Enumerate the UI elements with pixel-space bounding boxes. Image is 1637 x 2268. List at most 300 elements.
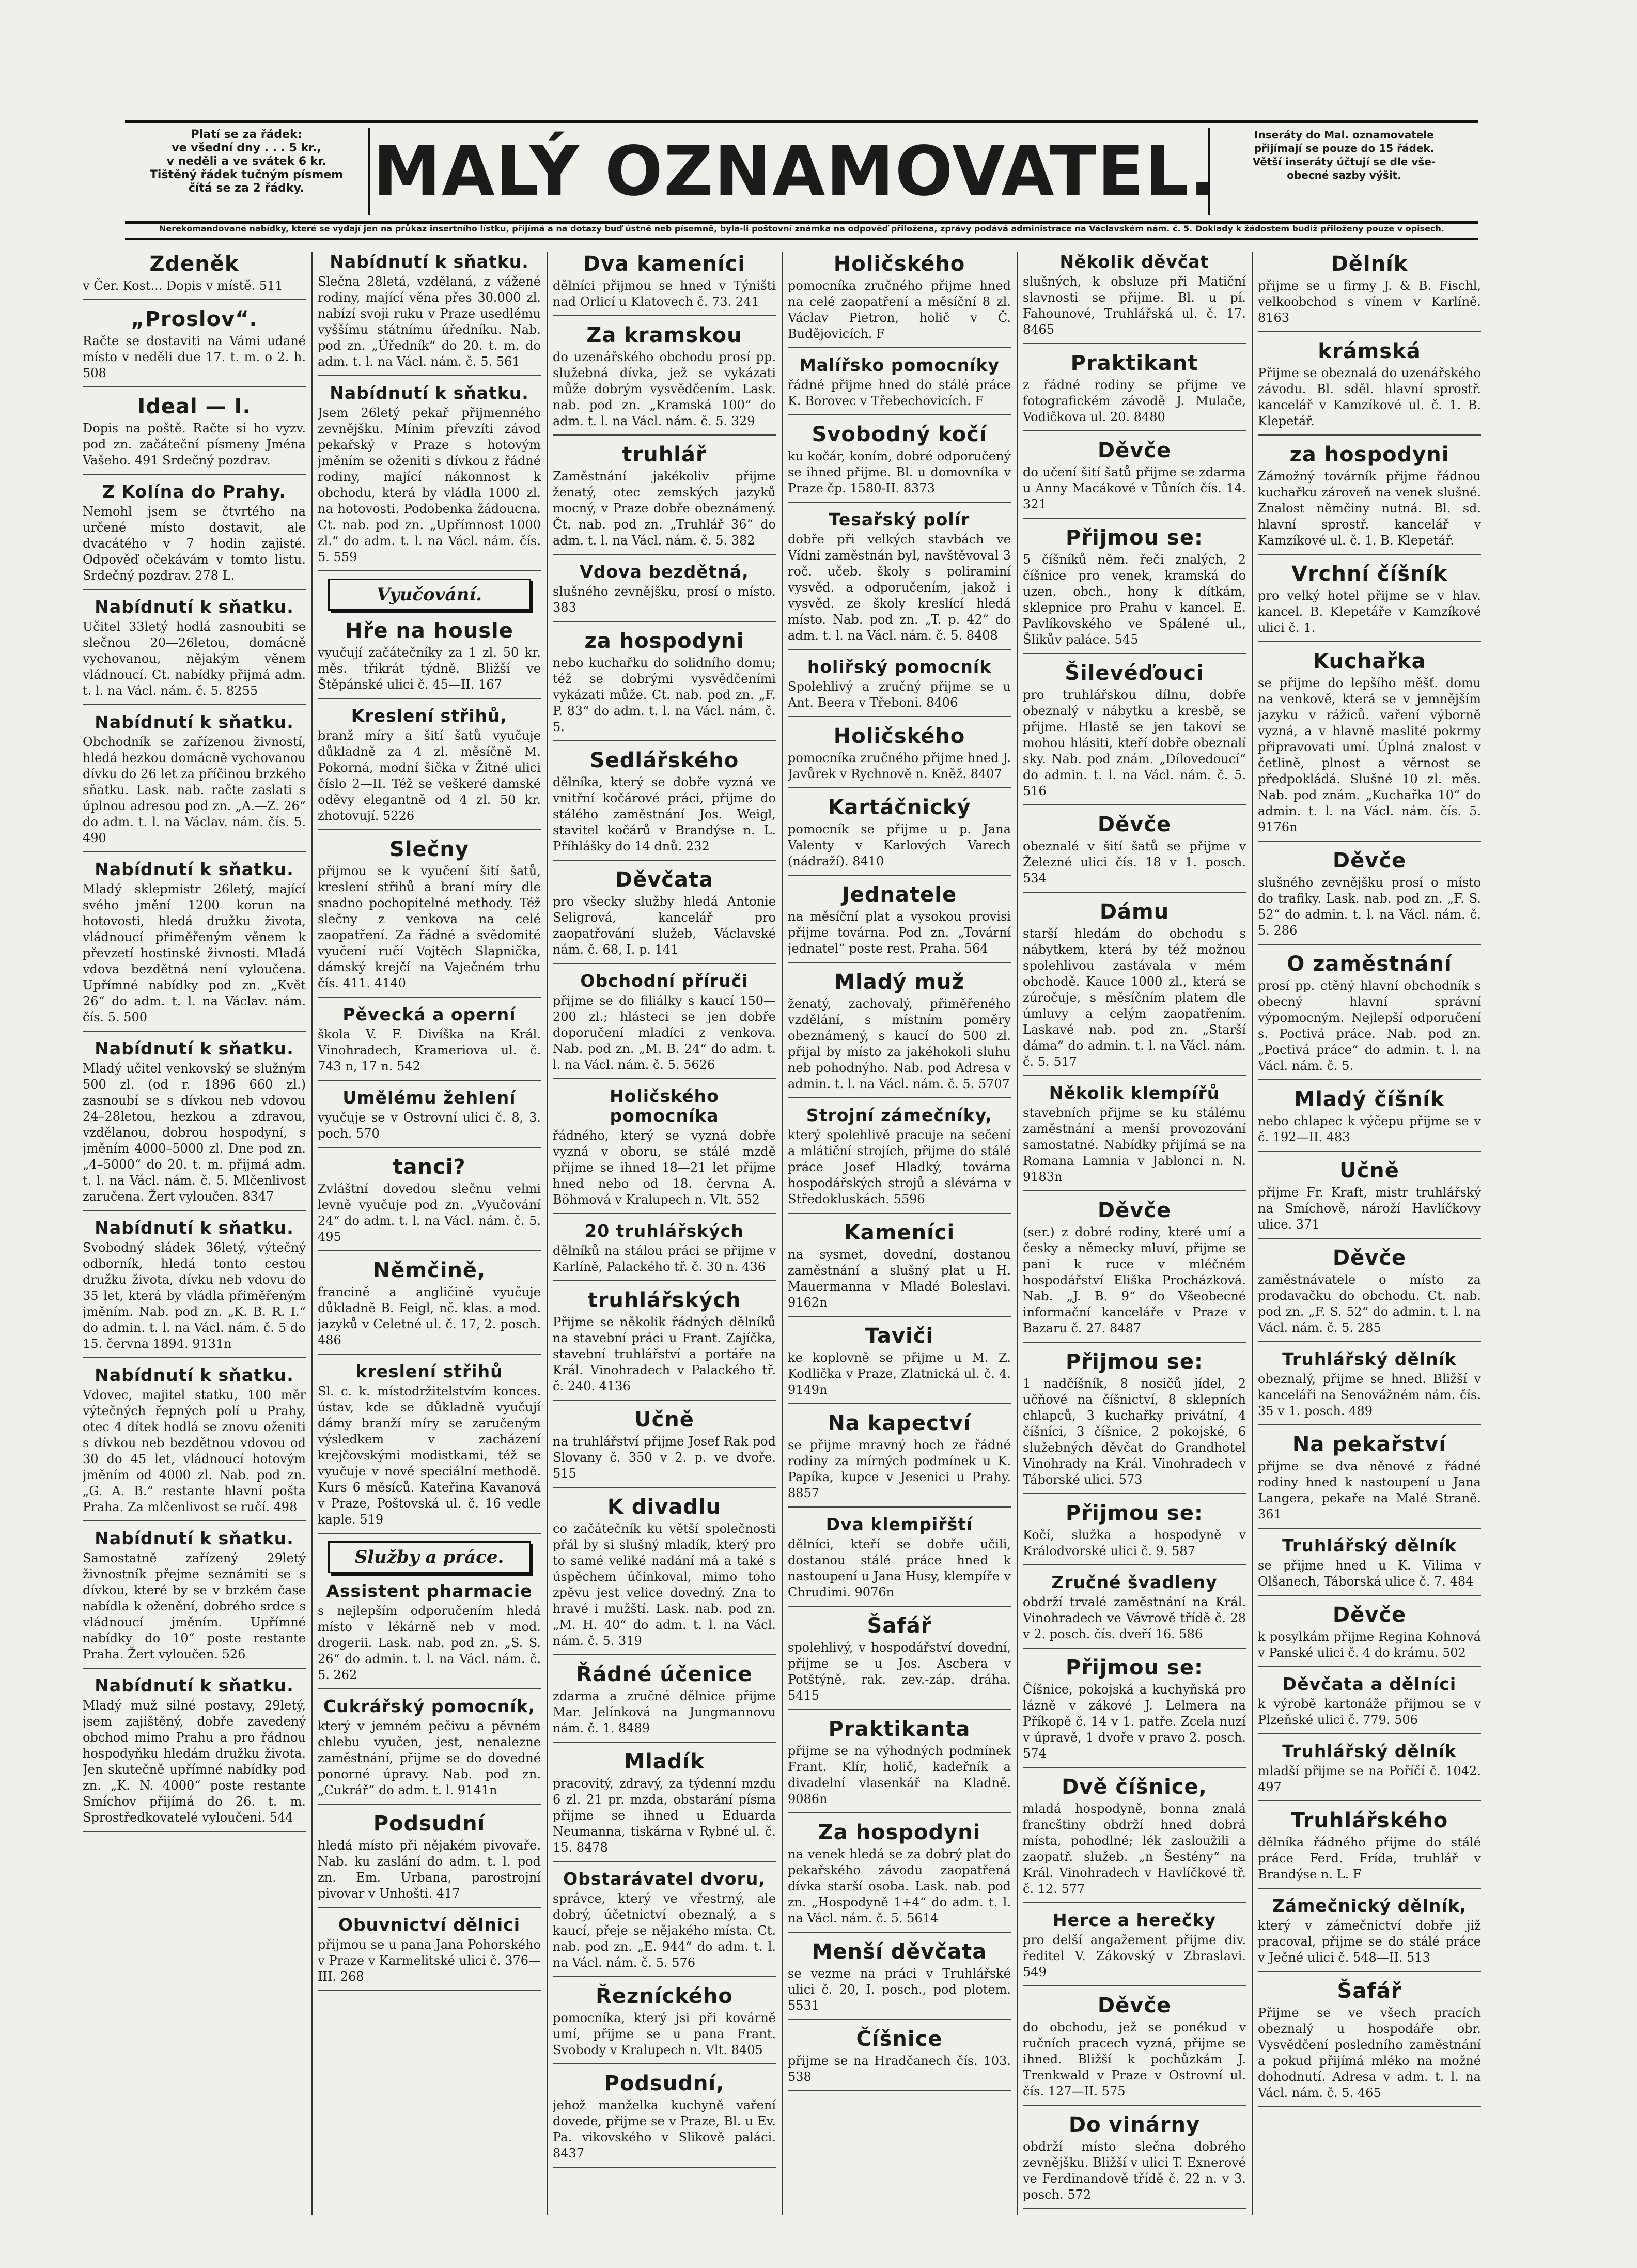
ad-body: dobře při velkých stavbách ve Vídni zaměstnán byl, navštěvoval 3 roč. učeb. školy s poliraminí vysvěd. a odporučením, jakož i vysvěd. ze školy kreslící hledá místo. Nab. pod zn. „T. p. 42“ do adm. t. l. na Václ. nám. č. 5. 8408 (788, 532, 1011, 643)
ad-title: Nabídnutí k sňatku. (95, 1528, 294, 1548)
ad-body: s nejlepším odporučením hledá místo v lékárně neb v mod. drogerii. Lask. nab. pod zn. „S. S. 26“ do admin. t. l. na Václ. nám. č. 5. 262 (318, 1604, 541, 1682)
ad-body: nebo chlapec k výčepu přijme se v č. 192—II. 483 (1258, 1114, 1481, 1144)
ad-title: za hospodyni (1289, 443, 1449, 467)
ad-body: v Čer. Kost... Dopis v místě. 511 (83, 278, 283, 293)
classified-ad (318, 619, 541, 699)
ad-body: ženatý, zachovalý, přiměřeného vzdělání, s místním poměry obeznámený, s kaucí do 500 zl. přijal by místo za jakéhokoli sluhu neb pohodnýho. Nab. pod Adresa v admin. t. l. na Václ. nám. č. 5. 5707 (788, 997, 1011, 1091)
ad-title: Do vinárny (1068, 2113, 1201, 2137)
ad-title: Nabídnutí k sňatku. (330, 252, 529, 272)
ad-title: Hře na housle (345, 619, 513, 643)
classified-ad (788, 252, 1011, 348)
rates-line: Platí se za řádek: (191, 128, 302, 141)
ad-title: Dvě číšnice, (1062, 1775, 1207, 1799)
ad-title: Děvče (1097, 1994, 1172, 2017)
ad-title: Tesařský polír (829, 509, 970, 530)
column-rule (1252, 252, 1253, 2215)
classified-ad (1258, 562, 1481, 642)
ad-body: Dopis na poště. Račte si ho vyzv. pod zn. začáteční písmeny Jména Vašeho. 491 Srdečný pozdrav. (83, 421, 306, 468)
ad-body: obeznalý, přijme se hned. Bližší v kanceláři na Senovážném nám. čís. 35 v 1. posch. 489 (1258, 1372, 1481, 1418)
section-heading: Vyučování. (328, 579, 531, 611)
column-6 (1258, 252, 1481, 2215)
ad-body: který v jemném pečivu a pěvném chlebu vyučen, jest, nenalezne zaměstnání, přijme se do dovedné ponorné úpravy. Nab. pod zn. „Cukrář“ do adm. t. l. 9141n (318, 1719, 541, 1797)
ad-title: Šafář (867, 1614, 932, 1638)
ad-body: přijme se do filiálky s kaucí 150—200 zl.; hlásteci se jen dobře doporučení mladíci z venkova. Nab. pod zn. „M. B. 24“ do adm. t. l. na Václ. nám. č. 5. 5626 (553, 993, 776, 1072)
ad-title: Mladík (624, 1750, 705, 1774)
ad-body: se přijme hned u K. Vilima v Olšanech, Táborská ulice č. 7. 484 (1258, 1558, 1481, 1589)
ad-title: za hospodyni (584, 629, 744, 653)
ad-title: Slečny (389, 837, 469, 861)
ad-title: K divadlu (607, 1495, 722, 1519)
ad-title: Přijmou se: (1066, 1350, 1203, 1374)
page-title: MALÝ OZNAMOVATEL. (373, 132, 1217, 211)
ad-title: Holičského pomocníka (610, 1086, 719, 1126)
classified-ad (1258, 1433, 1481, 1529)
classified-ad (553, 443, 776, 555)
classified-ad (318, 1005, 541, 1081)
ad-body: Sl. c. k. místodržitelstvím konces. ústav, kde se důkladně vyučují dámy branží míry se zaručeným výsledkem v zacházení krejčovskými modistkami, též se vyučuje v nové speciální methodě. Kurs 6 měsíců. Kateřina Kavanová v Praze, Poštovská ul. č. 16 vedle kaple. 519 (318, 1384, 541, 1527)
classified-ad (553, 1984, 776, 2064)
ad-body: pro všecky služby hledá Antonie Seligrová, kancelář pro zaopatřování služeb, Václavské nám. č. 68, I. p. 141 (553, 894, 776, 957)
ad-title: Zdeněk (149, 252, 239, 276)
rates-line: ve všední dny . . . 5 kr., (172, 142, 321, 154)
ad-body: Spolehlivý a zručný přijme se u Ant. Beera v Třeboni. 8406 (788, 679, 1011, 710)
masthead-header (125, 120, 1478, 224)
classified-ad (1258, 339, 1481, 436)
ad-title: Na kapectví (828, 1411, 971, 1435)
classified-ad (1258, 443, 1481, 555)
classified-ad (788, 355, 1011, 415)
classified-ad (1023, 661, 1246, 805)
ad-title: Cukrářský pomocník, (323, 1696, 536, 1716)
classified-ad (553, 1495, 776, 1655)
ad-title: Pěvecká a operní (342, 1004, 516, 1024)
ad-title: kreslení střihů (355, 1361, 503, 1381)
classified-ad (1023, 439, 1246, 519)
classified-ad (788, 1940, 1011, 2020)
classified-ad (83, 597, 306, 705)
ad-body: ku kočár, koním, dobré odporučený se ihned přijme. Bl. u domovníka v Praze čp. 1580-II. 8373 (788, 449, 1011, 495)
ad-body: Slečna 28letá, vzdělaná, z vážené rodiny, mající věna přes 30.000 zl. nabízí svoji ruku v Praze usedlému vyššímu státnímu úředníku. Nab. pod zn. „Úředník“ do 20. t. m. do adm. t. l. na Václ. nám. č. 5. 561 (318, 274, 541, 369)
classified-ad (553, 1869, 776, 1977)
ad-body: přijmou se k vyučení šití šatů, kreslení střihů a braní míry dle snadno pochopitelné methody. Též slečny z venkova na celé zaopatření. Za řádné a svědomité vyučení ručí Vojtěch Slapnička, dámský krejčí na Vaječném trhu čís. 411. 4140 (318, 864, 541, 990)
ad-title: Dva kameníci (583, 252, 746, 276)
classified-ad (1023, 1573, 1246, 1649)
ad-body: který spolehlivě pracuje na sečení a mlátiční strojích, přijme do stálé práce Josef Hladký, továrna hospodářských strojů a slévárna v Středokluskách. 5596 (788, 1128, 1011, 1206)
ad-body: zdarma a zručné dělnice přijme Mar. Jelínková na Jungmannovu nám. č. 1. 8489 (553, 1689, 776, 1735)
ad-body: obeznalé v šití šatů se přijme v Železné ulici čís. 18 v 1. posch. 534 (1023, 839, 1246, 886)
ad-title: Šafář (1337, 1979, 1402, 2003)
ad-body: pomocníka, který jsi při kovárně umí, přijme se u pana Frant. Svobody v Kralupech n. Vlt. 8405 (553, 2011, 776, 2057)
ad-body: na truhlářství přijme Josef Rak pod Slovany č. 350 v 2. p. ve dvoře. 515 (553, 1434, 776, 1481)
ad-title: Zručné švadleny (1051, 1572, 1218, 1592)
ad-title: Vdova bezdětná, (580, 562, 749, 582)
administration-notice: Nerekomandované nabídky, které se vydají jen na průkaz insertního lístku, přijímá a na dotazy buď ústně neb písemně, byla-li poštovní známka na odpověď přiložena, zprávy podává administrace na Václavském nám. č. 5. Doklady k žádostem budiž přiloženy pouze v opisech. (125, 223, 1478, 240)
ad-body: Přijme se obeznalá do uzenářského závodu. Bl. sděl. hlavní sprostř. kancelář v Kamzíkové ul. č. 1. B. Klepetář. (1258, 366, 1481, 428)
ad-body: přijme se u firmy J. & B. Fischl, velkoobchod s vínem v Karlíně. 8163 (1258, 278, 1481, 325)
classified-ad (788, 1614, 1011, 1710)
ad-body: škola V. F. Divíška na Král. Vinohradech, Krameriova ul. č. 743 n, 17 n. 542 (318, 1027, 541, 1074)
ad-body: Učitel 33letý hodlá zasnoubiti se slečnou 20—26letou, domácně vychovanou, nějakým věnem vládnoucí. Ct. nabídky přijmá adm. t. l. na Václ. nám. č. 5. 8255 (83, 619, 306, 698)
ad-body: nebo kuchařku do solidního domu; též se dobrými vysvědčeními vykázati může. Ct. nab. pod zn. „F. P. 83“ do adm. t. l. na Václ. nám. č. 5. (553, 656, 776, 734)
ad-body: se vezme na práci v Truhlářské ulici č. 20, I. posch., pod plotem. 5531 (788, 1966, 1011, 2013)
ad-title: Němčině, (372, 1259, 486, 1282)
ad-body: slušných, k obsluze při Matiční slavnosti se přijme. Bl. u pí. Fahounové, Truhlářská ul. č. 17. 8465 (1023, 274, 1246, 337)
classified-ad (83, 860, 306, 1032)
classified-ad (553, 1408, 776, 1488)
classified-ad (788, 1515, 1011, 1607)
classified-ad (1258, 1159, 1481, 1239)
rules-box (1208, 128, 1478, 215)
ad-title: Řezníckého (596, 1984, 733, 2008)
ad-body: pracovitý, zdravý, za týdenní mzdu 6 zl. 21 pr. mzda, obstarání písma přijme se ihned u Eduarda Neumanna, tiskárna v Rybné ul. č. 15. 8478 (553, 1776, 776, 1855)
classified-ad (553, 1221, 776, 1281)
ad-title: Ideal — I. (137, 395, 251, 418)
classified-ad (788, 1411, 1011, 1508)
ad-title: Assistent pharmacie (326, 1581, 533, 1601)
ad-title: Truhlářský dělník (1282, 1535, 1457, 1556)
ad-body: pro truhlářskou dílnu, dobře obeznalý v nábytku a kresbě, se přijme. Hlastě se jen takoví se mohou hlásiti, kteří dobře obeznalí sky. Nab. pod znám. „Dílovedoucí“ do admin. t. l. na Václ. nám. č. 5. 516 (1023, 688, 1246, 798)
ad-title: Praktikant (1070, 351, 1198, 375)
classified-ad (788, 724, 1011, 788)
classified-ad (553, 1750, 776, 1862)
column-rule (782, 252, 783, 2215)
ad-title: Přijmou se: (1066, 1501, 1203, 1525)
ad-body: přijme Fr. Kraft, mistr truhlářský na Smíchově, nároží Havlíčkovy ulice. 371 (1258, 1185, 1481, 1232)
classified-ad (83, 1218, 306, 1358)
classified-ad (83, 482, 306, 590)
classified-ad (788, 1717, 1011, 1813)
classified-ad (1023, 2113, 1246, 2209)
classified-ad (553, 323, 776, 436)
classified-ad (788, 796, 1011, 876)
classified-ad (1258, 252, 1481, 332)
ad-title: Děvče (1097, 1199, 1172, 1222)
ad-body: Svobodný sládek 36letý, výtečný odborník, hledá tonto cestou družku života, dívku neb vdovu do 35 let, která by vládla přiměřeným jměním. Nab. pod zn. „K. B. R. I.“ do admin. t. l. na Václ. nám. č. 5 do 15. června 1894. 9131n (83, 1240, 306, 1351)
ad-title: Děvčata (615, 868, 714, 892)
classified-ad (318, 1697, 541, 1805)
classified-ad (1023, 1350, 1246, 1494)
ad-title: Děvče (1097, 813, 1172, 836)
classified-ad (553, 629, 776, 741)
ad-title: Na pekařství (1292, 1433, 1447, 1456)
column-rule (547, 252, 548, 2215)
ad-body: z řádné rodiny se přijme ve fotografickém závodě J. Mulače, Vodičkova ul. 20. 8480 (1023, 378, 1246, 424)
column-4 (788, 252, 1011, 2215)
classified-ad (1258, 1088, 1481, 1152)
ad-title: Zámečnický dělník, (1272, 1896, 1467, 1916)
ad-body: přijmou se u pana Jana Pohorského v Praze v Karmelitské ulici č. 376—III. 268 (318, 1937, 541, 1984)
classified-ad (1023, 526, 1246, 654)
ad-title: Praktikanta (828, 1717, 971, 1741)
ad-body: 5 číšníků něm. řeči znalých, 2 číšnice pro venek, kramská do uzen. obch., hony k dítkám, sklepnice pro Prahu v kancel. E. Pavlíkovského ve Spálené ul., Šlikův paláce. 545 (1023, 552, 1246, 647)
classified-ad (318, 1259, 541, 1355)
ad-title: Jednatele (841, 883, 957, 907)
classified-ad (1258, 1809, 1481, 1889)
classified-ad (1258, 1246, 1481, 1342)
classified-ad (318, 1155, 541, 1251)
rates-line: v neděli a ve svátek 6 kr. (166, 155, 326, 168)
column-1 (83, 252, 306, 2215)
ad-body: Račte se dostaviti na Vámi udané místo v neděli due 17. t. m. o 2. h. 508 (83, 334, 306, 380)
ad-title: Děvčata a dělníci (1282, 1674, 1457, 1694)
classified-ad (1258, 1979, 1481, 2107)
classified-ad (1023, 813, 1246, 893)
ad-title: Děvče (1332, 849, 1407, 873)
ad-body: branž míry a šití šatů vyučuje důkladně za 4 zl. měsíčně M. Pokorná, modní šička v Žitné ulici číslo 2—II. Též se veškeré damské oděvy elegantně od 4 zl. 50 kr. zhotovují. 5226 (318, 728, 541, 823)
ad-body: dělníka řádného přijme do stálé práce Ferd. Frída, truhlář v Brandýse n. L. F (1258, 1835, 1481, 1882)
classified-ad (1258, 649, 1481, 842)
ad-body: slušného zevnějšku prosí o místo do trafiky. Lask. nab. pod zn. „F. S. 52“ do admin. t. l. na Václ. nám. č. 5. 286 (1258, 875, 1481, 938)
ad-title: Mladý číšník (1294, 1088, 1445, 1111)
classified-ad (1023, 1083, 1246, 1191)
ad-body: se přijme mravný hoch ze řádné rodiny za mírných podmínek u K. Papíka, kupce v Jesenici u Prahy. 8857 (788, 1438, 1011, 1500)
ad-body: pomocníka zručného přijme hned J. Javůrek v Rychnově n. Kněž. 8407 (788, 751, 1011, 781)
classified-ad (1023, 900, 1246, 1076)
ad-body: dělníci, kteří se dobře učili, dostanou stálé práce hned k nastoupení u Jana Husy, klempíře v Chrudimi. 9076n (788, 1537, 1011, 1599)
ad-body: zaměstnávatele o místo za prodavačku do obchodu. Ct. nab. pod zn. „F. S. 52“ do admin. t. l. na Václ. nám. č. 5. 285 (1258, 1272, 1481, 1335)
ad-title: Učně (634, 1408, 694, 1432)
ad-body: na venek hledá se za dobrý plat do pekařského závodu zaopatřená dívka starší osoba. Lask. nab. pod zn. „Hospodyně 1+4“ do adm. t. l. na Václ. nám. č. 5. 5614 (788, 1847, 1011, 1925)
ad-title: Holičského (833, 724, 965, 748)
classified-ad (318, 706, 541, 830)
rates-line: Tištěný řádek tučným písmem (149, 168, 344, 181)
ad-title: Podsudní (373, 1812, 486, 1836)
ad-title: Kartáčnický (828, 796, 971, 819)
ad-body: přijme se na Hradčanech čís. 103. 538 (788, 2054, 1011, 2084)
ad-body: dělníci přijmou se hned v Týništi nad Orlicí u Klatovech č. 73. 241 (553, 278, 776, 309)
ad-body: dělníků na stálou práci se přijme v Karlíně, Palackého tř. č. 30 n. 436 (553, 1244, 776, 1274)
ad-body: na sysmet, dovední, dostanou zaměstnání a slušný plat u H. Mauermanna v Mladé Boleslavi. 9162n (788, 1247, 1011, 1310)
classified-ad (788, 2027, 1011, 2091)
ad-body: do učení šití šatů přijme se zdarma u Anny Macákové v Tůních čís. 14. 321 (1023, 465, 1246, 511)
rules-line: přijímají se pouze do 15 řádek. (1254, 142, 1435, 154)
ad-body: řádné přijme hned do stálé práce K. Borovec v Třebechovicích. F (788, 378, 1011, 408)
ad-body: dělníka, který se dobře vyzná ve vnitřní kočárové práci, přijme do stálého zaměstnání Jos. Weigl, stavitel kočárů v Brandýse n. L. Příhlášky do 14 dnů. 232 (553, 775, 776, 853)
ad-body: pomocníka zručného přijme hned na celé zaopatření a měsíční 8 zl. Václav Pietron, holič v Č. Budějovicích. F (788, 278, 1011, 341)
column-3 (553, 252, 776, 2215)
classified-ad (788, 1221, 1011, 1317)
column-2 (318, 252, 541, 2215)
ad-body: Zaměstnání jakékoliv přijme ženatý, otec zemských jazyků mocný, v Praze dobře obeznámený. Čt. nab. pod zn. „Truhlář 36“ do adm. t. l. na Václ. nám. č. 5. 382 (553, 469, 776, 548)
classified-ad (1258, 1896, 1481, 1972)
ad-body: do uzenářského obchodu prosí pp. služebná dívka, jež se vykázati může dobrým vysvědčením. Lask. nab. pod zn. „Kramská 100“ do adm. t. l. na Václ. nám. č. 5. 329 (553, 350, 776, 428)
ad-title: Z Kolína do Prahy. (102, 481, 286, 502)
ad-title: Učně (1339, 1159, 1399, 1183)
ad-title: 20 truhlářských (585, 1221, 744, 1241)
classified-ad (83, 252, 306, 300)
ad-title: Malířsko pomocníky (799, 355, 1000, 375)
ad-title: Nabídnutí k sňatku. (95, 597, 294, 617)
ad-title: Nabídnutí k sňatku. (95, 1365, 294, 1385)
ad-title: Umělému žehlení (342, 1088, 516, 1108)
ad-body: Samostatně zařízený 29letý živnostník přejme seznámiti se s dívkou, které by se v brzkém čase nabídla k oženění, dobrého srdce s vládnoucí jměním. Upřímné nabídky do 10“ poste restante Praha. Žert vyloučen. 526 (83, 1551, 306, 1661)
classified-ad (553, 1663, 776, 1743)
classified-ad (788, 1106, 1011, 1214)
classified-ad (1023, 1656, 1246, 1768)
ad-body: stavebních přijme se ku stálému zaměstnání a menší provozování samostatné. Nabídky přijímá se na Romana Lamnia v Jablonci n. N. 9183n (1023, 1106, 1246, 1184)
ad-body: Nemohl jsem se čtvrtého na určené místo dostavit, ale dvacátého v 7 hodin zajisté. Odpověď očekávám v tomto listu. Srdečný pozdrav. 278 L. (83, 504, 306, 583)
ad-body: hledá místo při nějakém pivovaře. Nab. ku zaslání do adm. t. l. pod zn. Em. Urbana, parostrojní pivovar v Unhošti. 417 (318, 1838, 541, 1901)
ad-title: O zaměstnání (1287, 952, 1452, 976)
classified-ad (1258, 1674, 1481, 1734)
ad-title: Šilevéďouci (1065, 661, 1204, 685)
ad-title: „Proslov“. (131, 307, 258, 331)
ad-title: Mladý muž (834, 970, 964, 994)
ad-body: řádného, který se vyzná dobře vyzná v oboru, se stálé mzdě přijme se ihned 18—21 let přijme hned nebo od 18. června A. Böhmová v Kralupech n. Vlt. 552 (553, 1128, 776, 1207)
classified-ad (788, 883, 1011, 963)
classified-ad (788, 970, 1011, 1098)
ad-body: jehož manželka kuchyně vaření dovede, přijme se v Praze, Bl. u Ev. Pa. vikovského v Slikově paláci. 8437 (553, 2098, 776, 2161)
classified-ad (318, 1915, 541, 1991)
ad-body: 1 nadčíšník, 8 nosičů jídel, 2 učňové na číšnictví, 8 sklepních chlapců, 3 kuchařky privátní, 4 číšníci, 3 číšnice, 2 pokojské, 6 služebných děvčat do Grandhotel Vinohrady na Král. Vinohradech v Táborské ulici. 573 (1023, 1376, 1246, 1487)
ad-body: Přijme se několik řádných dělníků na stavební práci u Frant. Zajíčka, stavební truhlářství a portáře na Král. Vinohradech v Palackého tř. č. 240. 4136 (553, 1315, 776, 1393)
rules-line: obecné sazby výšit. (1287, 169, 1401, 181)
rules-line: Inseráty do Mal. oznamovatele (1254, 129, 1434, 141)
rules-line: Větší inseráty účtují se dle vše- (1252, 156, 1436, 168)
ad-columns (83, 252, 1481, 2215)
ad-body: pro velký hotel přijme se v hlav. kancel. B. Klepetáře v Kamzíkové ulici č. 1. (1258, 588, 1481, 635)
ad-body: (ser.) z dobré rodiny, které umí a česky a německy mluví, přijme se pani k ruce v mléčném hospodářství Eliška Procházková. Nab. „J. B. 9“ do Všeobecné informační kanceláře v Praze v Bazaru č. 27. 8487 (1023, 1225, 1246, 1335)
ad-body: Mladý muž silné postavy, 29letý, jsem zajištěný, dobře zavedený obchod mimo Prahu a pro řádnou hospodyňku hledám družku života. Jen skutečně upřímné nabídky pod zn. „K. N. 4000“ poste restante Smíchov přijímá do 26. t. m. Sprostředkovatelé vyloučeni. 544 (83, 1698, 306, 1825)
classified-ad (788, 657, 1011, 717)
ad-title: Děvče (1332, 1246, 1407, 1270)
classified-ad (1258, 849, 1481, 945)
column-5 (1023, 252, 1246, 2215)
ad-title: Podsudní, (604, 2072, 725, 2095)
classified-ad (1023, 1910, 1246, 1986)
ad-body: Zámožný továrník přijme řádnou kuchařku zároveň na venek slušné. Znalost němčiny nutná. Bl. sd. hlavní sprostř. kancelář v Kamzíkové ul. č. 1. B. Klepetář. (1258, 469, 1481, 548)
ad-body: na měsíční plat a vysokou provisi přijme továrna. Pod zn. „Tovární jednatel“ poste rest. Praha. 564 (788, 909, 1011, 956)
ad-title: Truhlářského (1290, 1809, 1448, 1832)
classified-ad (318, 1812, 541, 1908)
ad-title: Nabídnutí k sňatku. (95, 712, 294, 732)
column-rule (1017, 252, 1018, 2215)
ad-body: do obchodu, jež se ponékud v ručních pracech vyzná, přijme se ihned. Bližší k pochůzkám J. Trenkwald v Praze v Ostrovní ul. čís. 127—II. 575 (1023, 2020, 1246, 2099)
ad-title: Nabídnutí k sňatku. (95, 1675, 294, 1696)
classified-ad (1023, 351, 1246, 431)
ad-body: mladá hospodyně, bonna znalá francštiny obdrží hned dobrá místa, pohodlné; lék zasloužili a zaopatř. služeb. „n Šestény“ na Král. Vinohradech v Havlíčkové tř. č. 12. 577 (1023, 1801, 1246, 1896)
ad-title: tanci? (393, 1155, 466, 1179)
rates-box (125, 128, 370, 215)
ad-body: francině a angličině vyučuje důkladně B. Feigl, nč. klas. a mod. jazyků v Celetné ul. č. 17, 2. posch. 486 (318, 1285, 541, 1347)
ad-body: Kočí, služka a hospodyně v Králodvorské ulici č. 9. 587 (1023, 1528, 1246, 1558)
ad-title: Číšnice (856, 2027, 943, 2051)
ad-title: holiřský pomocník (807, 657, 992, 677)
ad-title: Nabídnutí k sňatku. (95, 1218, 294, 1238)
ad-title: Několik děvčat (1059, 252, 1209, 272)
classified-ad (318, 837, 541, 998)
ad-body: Obchodník se zařízenou živností, hledá hezkou domácně vychovanou dívku do 26 let za příčinou brzkého sňatku. Lask. nab. račte zaslati s úplnou adresou pod zn. „A.—Z. 26“ do adm. t. l. na Václav. nám. čís. 5. 490 (83, 735, 306, 845)
ad-body: obdrží trvalé zaměstnání na Král. Vinohradech ve Vávrově třídě č. 28 v 2. posch. čís. dveří 16. 586 (1023, 1595, 1246, 1641)
ad-title: truhlářských (587, 1288, 741, 1312)
ad-body: k výrobě kartonáže přijmou se v Plzeňské ulici č. 779. 506 (1258, 1697, 1481, 1727)
classified-ad (1258, 1536, 1481, 1596)
ad-body: Vdovec, majitel statku, 100 měr výtečných řepných polí u Prahy, otec 4 dítek hodlá se znovu oženiti s dívkou neb bezdětnou vdovou od 30 do 45 let, vládnoucí hotovým jměním od 4000 zl. Nab. pod zn. „G. A. B.“ restante hlavní pošta Praha. Za mlčenlivost se ručí. 498 (83, 1388, 306, 1514)
classified-ad (788, 423, 1011, 503)
classified-ad (83, 712, 306, 852)
ad-title: Sedlářského (589, 749, 739, 772)
ad-title: Nabídnutí k sňatku. (95, 859, 294, 879)
classified-ad (83, 1365, 306, 1521)
classified-ad (1258, 1603, 1481, 1667)
ad-body: který v zámečnictví dobře již pracoval, přijme se do stálé práce v Ječné ulici č. 548—II. 513 (1258, 1918, 1481, 1965)
ad-title: Obuvnictví dělnici (338, 1915, 521, 1935)
classified-ad (553, 2072, 776, 2168)
ad-title: krámská (1318, 339, 1421, 363)
ad-body: se přijme do lepšího měšť. domu na venkově, která se v jemnějším jazyku v rážiců. vaření výborně vyzná, a v hlavně maslité pokrmy připravovati umí. Úplná znalost v četlině, plnost a věrnost se předpokládá. Slušné 10 zl. měs. Nab. pod znám. „Kuchařka 10“ do admin. t. l. na Václ. nám. čís. 5. 9176n (1258, 676, 1481, 834)
ad-title: Děvče (1332, 1603, 1407, 1627)
ad-body: ke koplovně se přijme u M. Z. Kodlička v Praze, Zlatnická ul. č. 4. 9149n (788, 1350, 1011, 1397)
ad-body: slušného zevnějšku, prosí o místo. 383 (553, 584, 776, 615)
ad-body: Zvláštní dovedou slečnu velmi levně vyučuje pod zn. „Vyučování 24“ do adm. t. l. na Václ. nám. č. 5. 495 (318, 1182, 541, 1244)
ad-body: prosí pp. ctěný hlavní obchodník s obecný hlavní správní výpomocným. Nejlepší odporučení s. Poctivá práce. Nab. pod zn. „Poctivá práce“ do admin. t. l. na Václ. nám. č. 5. (1258, 978, 1481, 1073)
classified-ad (83, 395, 306, 475)
classified-ad (318, 1581, 541, 1689)
ad-title: Taviči (865, 1324, 934, 1348)
ad-body: Číšnice, pokojská a kuchyňská pro lázně v zákové J. Lelmera na Příkopě č. 14 v 1. patře. Zcela nuzí v úpravě, 1 dvoře v pravo 2. posch. 574 (1023, 1682, 1246, 1761)
classified-ad (1023, 252, 1246, 344)
classified-ad (553, 1288, 776, 1401)
ad-body: co začátečník ku větší společnosti přál by si slušný mladík, který pro to samé veliké nadání má a také s úspěchem účinkoval, mimo toho zpěvu jest velice dovedný. Zna to hravé i mužští. Lask. nab. pod zn. „M. H. 40“ do adm. t. l. na Václ. nám. č. 5. 319 (553, 1521, 776, 1648)
classified-ad (83, 1529, 306, 1669)
classified-ad (1023, 1199, 1246, 1343)
classified-ad (1023, 1501, 1246, 1565)
ad-title: Děvče (1097, 439, 1172, 462)
ad-title: Dva klempiřští (825, 1514, 973, 1534)
classified-ad (553, 1086, 776, 1214)
ad-body: pomocník se přijme u p. Jana Valenty v Karlových Varech (nádraží). 8410 (788, 822, 1011, 868)
ad-body: vyučují začátečníky za 1 zl. 50 kr. měs. třikrát týdně. Bližší ve Štěpánské ulici č. 45—II. 167 (318, 645, 541, 692)
rates-line: čítá se za 2 řádky. (188, 182, 305, 195)
ad-body: Přijme se ve všech pracích obeznalý u hospodáře obr. Vysvědčení posledního zaměstnání a pokud přijímá mléko na možné dohodnutí. Adresa v adm. t. l. na Václ. nám. č. 5. 465 (1258, 2006, 1481, 2100)
ad-title: Strojní zámečníky, (806, 1105, 993, 1125)
ad-title: Kreslení střihů, (351, 706, 508, 726)
classified-ad (553, 749, 776, 861)
classified-ad (318, 383, 541, 571)
classified-ad (788, 1324, 1011, 1404)
ad-title: Obstarávatel dvoru, (563, 1869, 766, 1889)
ad-body: přijme se na výhodných podmínek Frant. Klír, holič, kadeřník a divadelní vlasenkář na Kladně. 9086n (788, 1744, 1011, 1806)
classified-ad (318, 1088, 541, 1148)
ad-title: Kameníci (844, 1221, 955, 1245)
ad-title: Menší děvčata (812, 1940, 987, 1964)
ad-title: Holičského (833, 252, 965, 276)
ad-body: obdrží místo slečna dobrého zevnějšku. Bližší v ulici T. Exnerové ve Ferdinandově třídě č. 22 n. v 3. posch. 572 (1023, 2139, 1246, 2202)
ad-body: správce, který ve vřestrný, ale dobrý, účetnictví obeznalý, a s kaucí, přeje se nějakého místa. Ct. nab. pod zn. „E. 944“ do adm. t. l. na Václ. nám. č. 5. 576 (553, 1891, 776, 1970)
ad-title: Přijmou se: (1066, 526, 1203, 550)
classified-ad (553, 868, 776, 964)
classified-ad (83, 307, 306, 387)
classified-ad (1023, 1775, 1246, 1903)
classified-ad (83, 1676, 306, 1832)
ad-body: k posylkám přijme Regina Kohnová v Panské ulici č. 4 do krámu. 502 (1258, 1629, 1481, 1660)
ad-title: Truhlářský dělník (1282, 1349, 1457, 1369)
ad-title: Vrchní číšník (1291, 562, 1447, 586)
classified-ad (788, 510, 1011, 650)
ad-title: Herce a herečky (1052, 1910, 1216, 1930)
ad-body: Mladý učitel venkovský se služným 500 zl. (od r. 1896 660 zl.) zasnoubí se s dívkou neb vdovou 24–28letou, hezkou a zdravou, vzdělanou, dobrou hospodyní, s jměním 4000–5000 zl. Dne pod zn. „4–5000“ do 20. t. m. přijmá adm. t. l. na Václ. nám. č. 5. Mlčenlivost zaručena. Žert vyloučen. 8347 (83, 1061, 306, 1204)
classified-ad (318, 1362, 541, 1534)
classified-ad (318, 252, 541, 376)
ad-title: Dámu (1099, 900, 1170, 924)
ad-title: Nabídnutí k sňatku. (95, 1038, 294, 1059)
ad-title: Několik klempířů (1049, 1083, 1220, 1103)
ad-body: mladší přijme se na Poříčí č. 1042. 497 (1258, 1764, 1481, 1794)
ad-title: Za hospodyni (818, 1821, 981, 1844)
classified-ad (553, 562, 776, 622)
ad-title: truhlář (622, 443, 707, 467)
ad-title: Svobodný kočí (812, 423, 987, 446)
